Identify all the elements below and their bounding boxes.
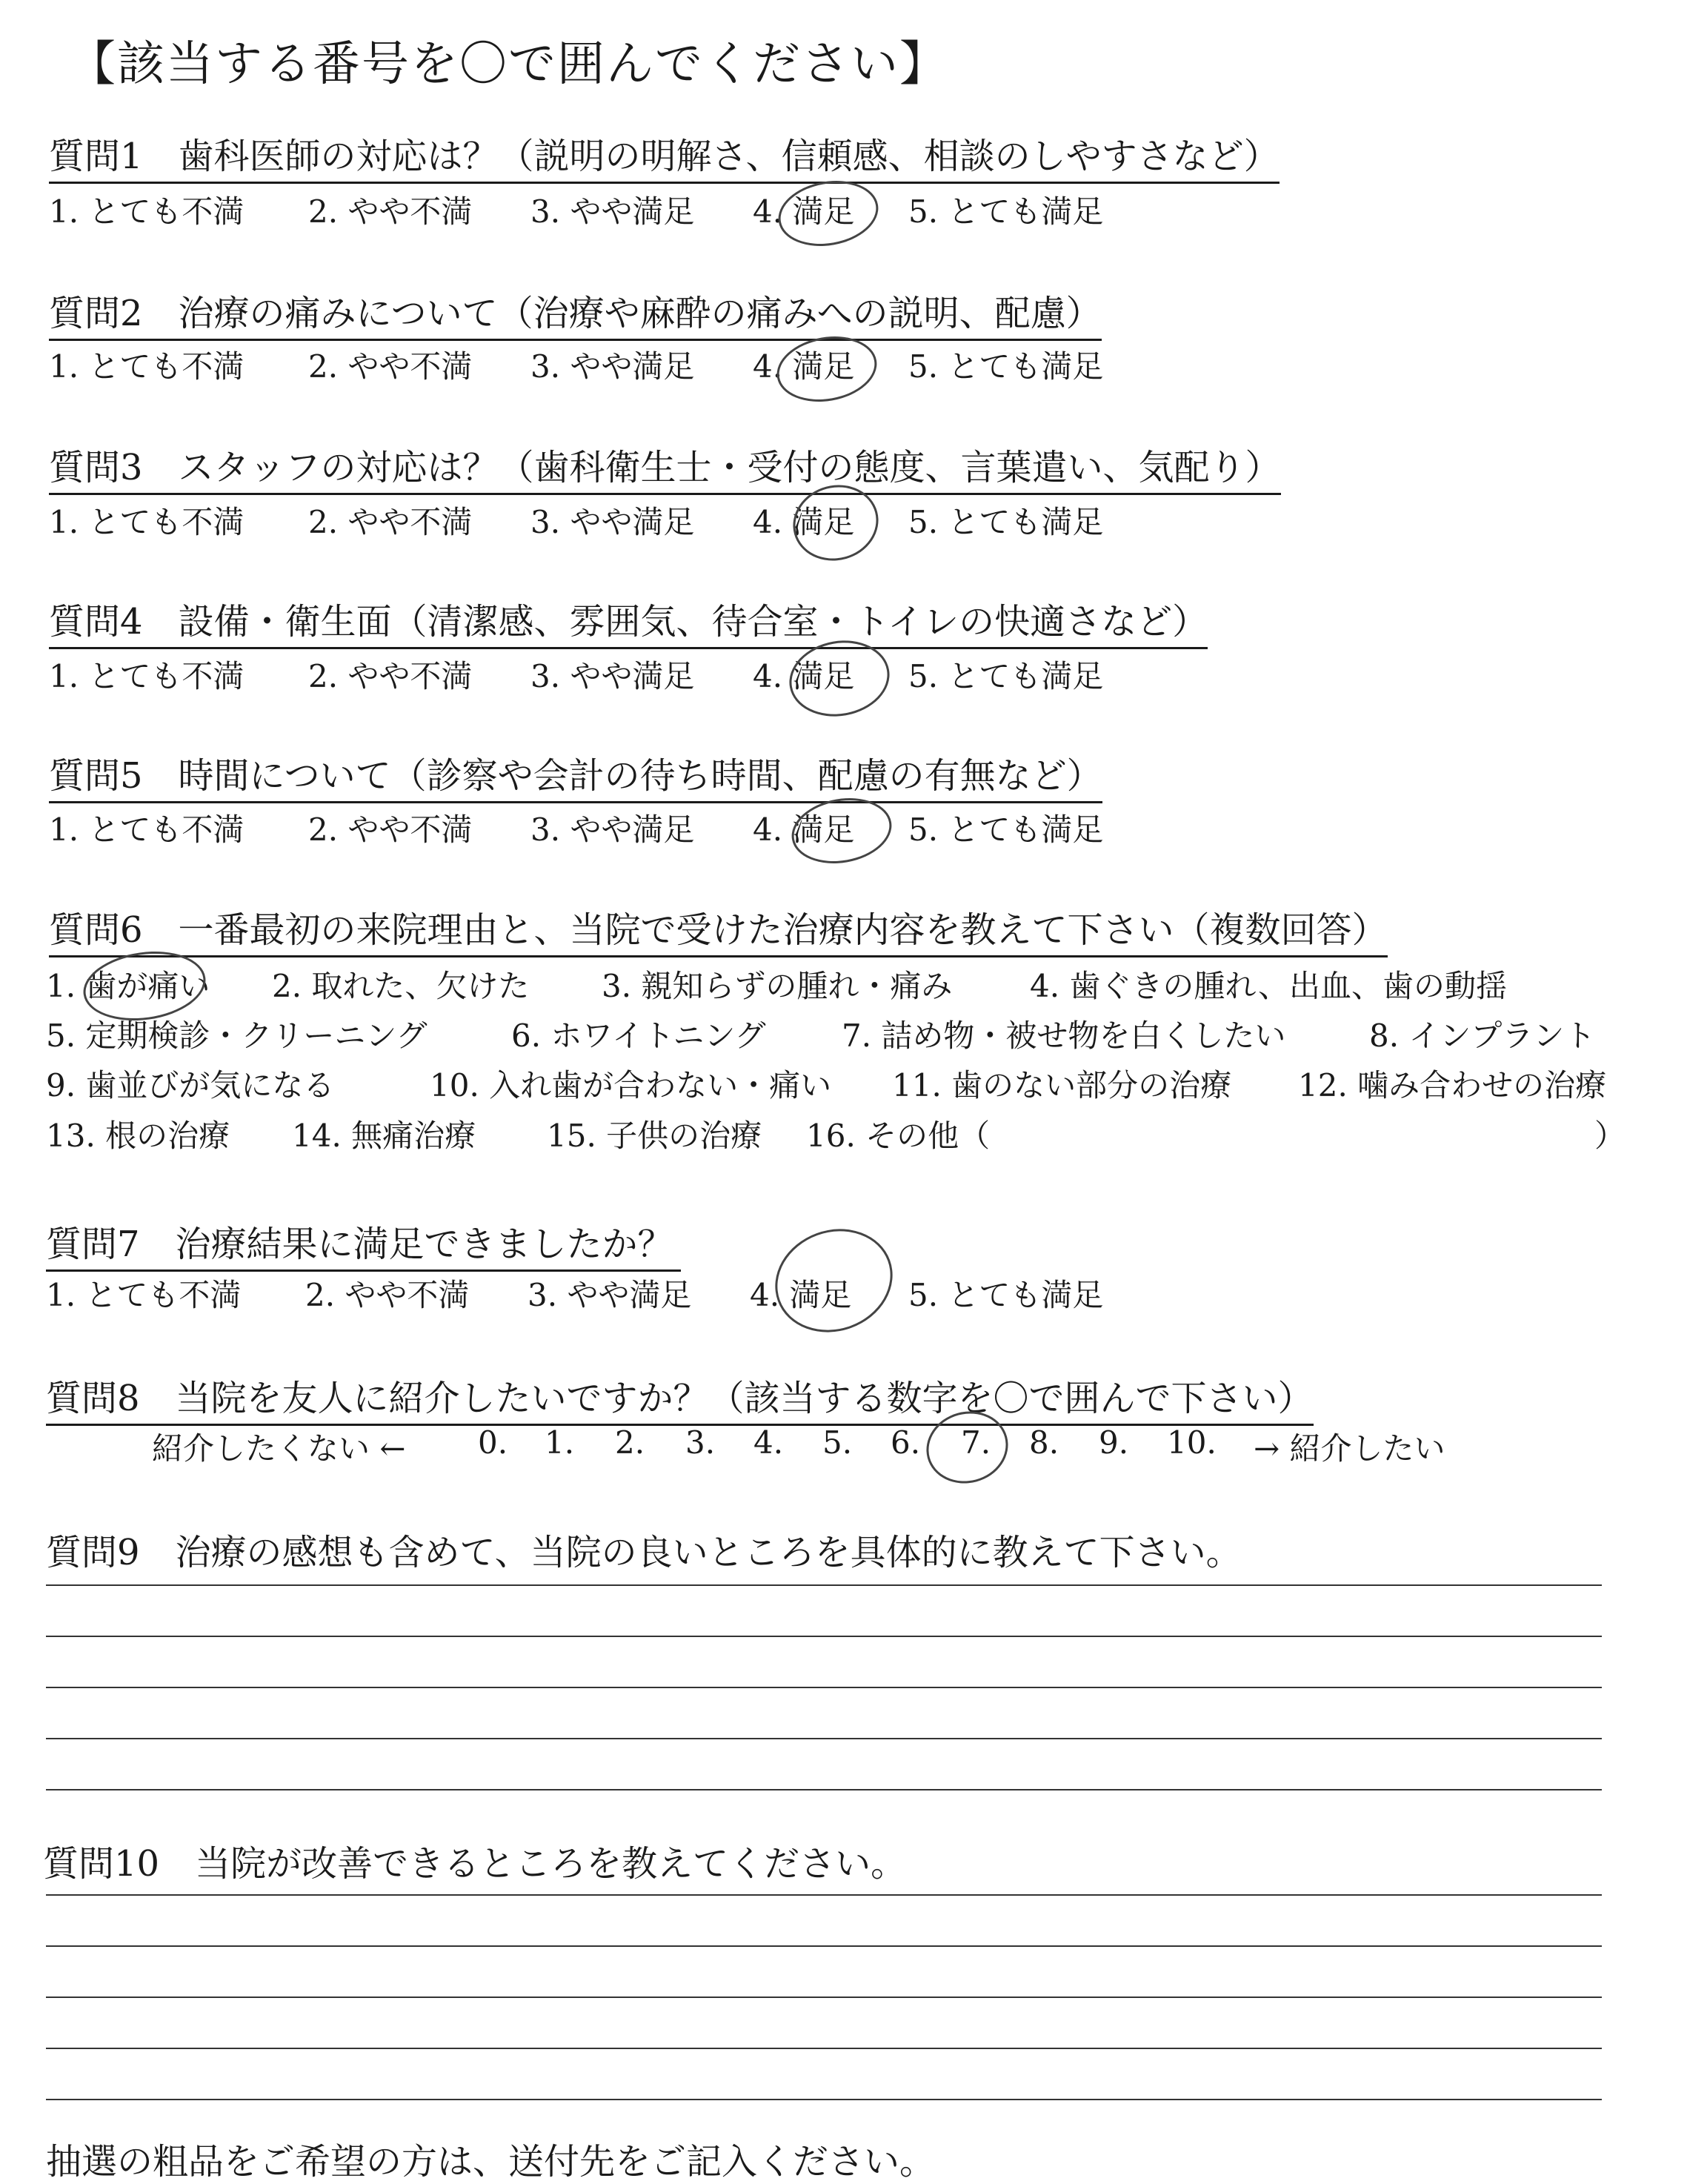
q6-option-3[interactable]: 3. 親知らずの腫れ・痛み bbox=[602, 968, 953, 1004]
q2-option-3[interactable]: 3. やや満足 bbox=[530, 348, 695, 385]
q4-option-4[interactable]: 4. 満足 bbox=[753, 658, 855, 694]
q7-option-5[interactable]: 5. とても満足 bbox=[908, 1277, 1104, 1313]
question-6-options-row-1 bbox=[46, 962, 1676, 1006]
q5-option-2[interactable]: 2. やや不満 bbox=[308, 811, 473, 848]
q4-option-2[interactable]: 2. やや不満 bbox=[308, 658, 473, 694]
q9-answer-line-1[interactable] bbox=[46, 1584, 1602, 1586]
q6-option-5[interactable]: 5. 定期検診・クリーニング bbox=[46, 1018, 427, 1054]
q10-answer-line-1[interactable] bbox=[46, 1894, 1602, 1896]
q8-number-4[interactable]: 4. bbox=[753, 1424, 784, 1461]
q5-option-3[interactable]: 3. やや満足 bbox=[530, 811, 695, 848]
q10-answer-line-4[interactable] bbox=[46, 2048, 1602, 2049]
q8-number-6[interactable]: 6. bbox=[891, 1424, 921, 1461]
q1-option-2[interactable]: 2. やや不満 bbox=[308, 193, 473, 230]
question-2-options bbox=[49, 342, 1642, 387]
q3-option-4[interactable]: 4. 満足 bbox=[753, 504, 855, 540]
q4-option-3[interactable]: 3. やや満足 bbox=[530, 658, 695, 694]
q3-option-1[interactable]: 1. とても不満 bbox=[49, 504, 244, 540]
q6-option-1[interactable]: 1. 歯が痛い bbox=[46, 968, 210, 1004]
question-9-title: 質問9 治療の感想も含めて、当院の良いところを具体的に教えて下さい。 bbox=[46, 1532, 1242, 1573]
q2-option-1[interactable]: 1. とても不満 bbox=[49, 348, 244, 385]
q6-option-2[interactable]: 2. 取れた、欠けた bbox=[272, 968, 530, 1004]
q9-answer-line-4[interactable] bbox=[46, 1738, 1602, 1739]
q6-option-4[interactable]: 4. 歯ぐきの腫れ、出血、歯の動揺 bbox=[1030, 968, 1507, 1004]
q6-option-16-close: ） bbox=[1594, 1118, 1626, 1154]
q8-number-8[interactable]: 8. bbox=[1029, 1424, 1059, 1461]
question-10-title: 質問10 当院が改善できるところを教えてください。 bbox=[43, 1843, 907, 1885]
q8-right-label: → 紹介したい bbox=[1254, 1430, 1445, 1467]
q5-option-4[interactable]: 4. 満足 bbox=[753, 811, 855, 848]
q8-number-5[interactable]: 5. bbox=[822, 1424, 853, 1461]
q8-number-1[interactable]: 1. bbox=[545, 1424, 575, 1461]
question-4-options bbox=[49, 652, 1642, 697]
q6-option-10[interactable]: 10. 入れ歯が合わない・痛い bbox=[430, 1067, 832, 1103]
q8-number-9[interactable]: 9. bbox=[1099, 1424, 1129, 1461]
q9-answer-line-5[interactable] bbox=[46, 1789, 1602, 1790]
page-header: 【該当する番号を〇で囲んでください】 bbox=[68, 37, 948, 92]
question-6-options-row-2 bbox=[46, 1012, 1676, 1056]
question-2-title: 質問2 治療の痛みについて（治療や麻酔の痛みへの説明、配慮） bbox=[49, 285, 1102, 341]
question-6-title: 質問6 一番最初の来院理由と、当院で受けた治療内容を教えて下さい（複数回答） bbox=[49, 901, 1388, 957]
q8-number-10[interactable]: 10. bbox=[1167, 1424, 1217, 1461]
q3-option-3[interactable]: 3. やや満足 bbox=[530, 504, 695, 540]
question-8-title: 質問8 当院を友人に紹介したいですか？（該当する数字を〇で囲んで下さい） bbox=[46, 1370, 1314, 1426]
q1-option-3[interactable]: 3. やや満足 bbox=[530, 193, 695, 230]
q9-answer-line-3[interactable] bbox=[46, 1687, 1602, 1688]
q5-option-5[interactable]: 5. とても満足 bbox=[908, 811, 1104, 848]
q6-option-8[interactable]: 8. インプラント bbox=[1369, 1018, 1596, 1054]
question-5-options bbox=[49, 806, 1642, 850]
q8-number-0[interactable]: 0. bbox=[478, 1424, 508, 1461]
q8-number-2[interactable]: 2. bbox=[615, 1424, 645, 1461]
q3-option-2[interactable]: 2. やや不満 bbox=[308, 504, 473, 540]
q1-option-5[interactable]: 5. とても満足 bbox=[908, 193, 1104, 230]
q6-option-7[interactable]: 7. 詰め物・被せ物を白くしたい bbox=[842, 1018, 1286, 1054]
q10-answer-line-5[interactable] bbox=[46, 2099, 1602, 2100]
q2-option-4[interactable]: 4. 満足 bbox=[753, 348, 855, 385]
question-8-scale bbox=[152, 1424, 1485, 1469]
question-1-options bbox=[49, 187, 1642, 232]
q8-left-label: 紹介したくない ← bbox=[152, 1430, 406, 1467]
q6-option-15[interactable]: 15. 子供の治療 bbox=[547, 1118, 762, 1154]
q1-option-4[interactable]: 4. 満足 bbox=[753, 193, 855, 230]
q6-option-13[interactable]: 13. 根の治療 bbox=[46, 1118, 230, 1154]
question-7-options bbox=[46, 1271, 1639, 1315]
q7-option-1[interactable]: 1. とても不満 bbox=[46, 1277, 242, 1313]
q4-option-5[interactable]: 5. とても満足 bbox=[908, 658, 1104, 694]
q5-option-1[interactable]: 1. とても不満 bbox=[49, 811, 244, 848]
q7-option-3[interactable]: 3. やや満足 bbox=[528, 1277, 692, 1313]
q10-answer-line-3[interactable] bbox=[46, 1997, 1602, 1998]
question-3-title: 質問3 スタッフの対応は？（歯科衛生士・受付の態度、言葉遣い、気配り） bbox=[49, 439, 1281, 495]
q2-option-5[interactable]: 5. とても満足 bbox=[908, 348, 1104, 385]
q6-option-16[interactable]: 16. その他（ bbox=[806, 1118, 991, 1154]
q4-option-1[interactable]: 1. とても不満 bbox=[49, 658, 244, 694]
q10-answer-line-2[interactable] bbox=[46, 1945, 1602, 1947]
question-6-options-row-4 bbox=[46, 1112, 1676, 1156]
question-3-options bbox=[49, 498, 1642, 542]
question-5-title: 質問5 時間について（診察や会計の待ち時間、配慮の有無など） bbox=[49, 747, 1102, 803]
footer-note: 抽選の粗品をご希望の方は、送付先をご記入ください。 bbox=[46, 2141, 936, 2183]
question-4-title: 質問4 設備・衛生面（清潔感、雰囲気、待合室・トイレの快適さなど） bbox=[49, 593, 1208, 649]
question-7-title: 質問7 治療結果に満足できましたか？ bbox=[46, 1215, 681, 1272]
q6-option-14[interactable]: 14. 無痛治療 bbox=[292, 1118, 476, 1154]
q7-option-4[interactable]: 4. 満足 bbox=[750, 1277, 852, 1313]
q7-option-2[interactable]: 2. やや不満 bbox=[305, 1277, 470, 1313]
q6-option-12[interactable]: 12. 噛み合わせの治療 bbox=[1298, 1067, 1607, 1103]
q2-option-2[interactable]: 2. やや不満 bbox=[308, 348, 473, 385]
q8-number-3[interactable]: 3. bbox=[685, 1424, 716, 1461]
q3-option-5[interactable]: 5. とても満足 bbox=[908, 504, 1104, 540]
question-1-title: 質問1 歯科医師の対応は？（説明の明解さ、信頼感、相談のしやすさなど） bbox=[49, 127, 1280, 184]
q1-option-1[interactable]: 1. とても不満 bbox=[49, 193, 244, 230]
q6-option-9[interactable]: 9. 歯並びが気になる bbox=[46, 1067, 335, 1103]
q9-answer-line-2[interactable] bbox=[46, 1636, 1602, 1637]
question-6-options-row-3 bbox=[46, 1061, 1676, 1106]
q8-number-7[interactable]: 7. bbox=[961, 1424, 991, 1461]
q6-option-6[interactable]: 6. ホワイトニング bbox=[511, 1018, 766, 1054]
q6-option-11[interactable]: 11. 歯のない部分の治療 bbox=[892, 1067, 1232, 1103]
